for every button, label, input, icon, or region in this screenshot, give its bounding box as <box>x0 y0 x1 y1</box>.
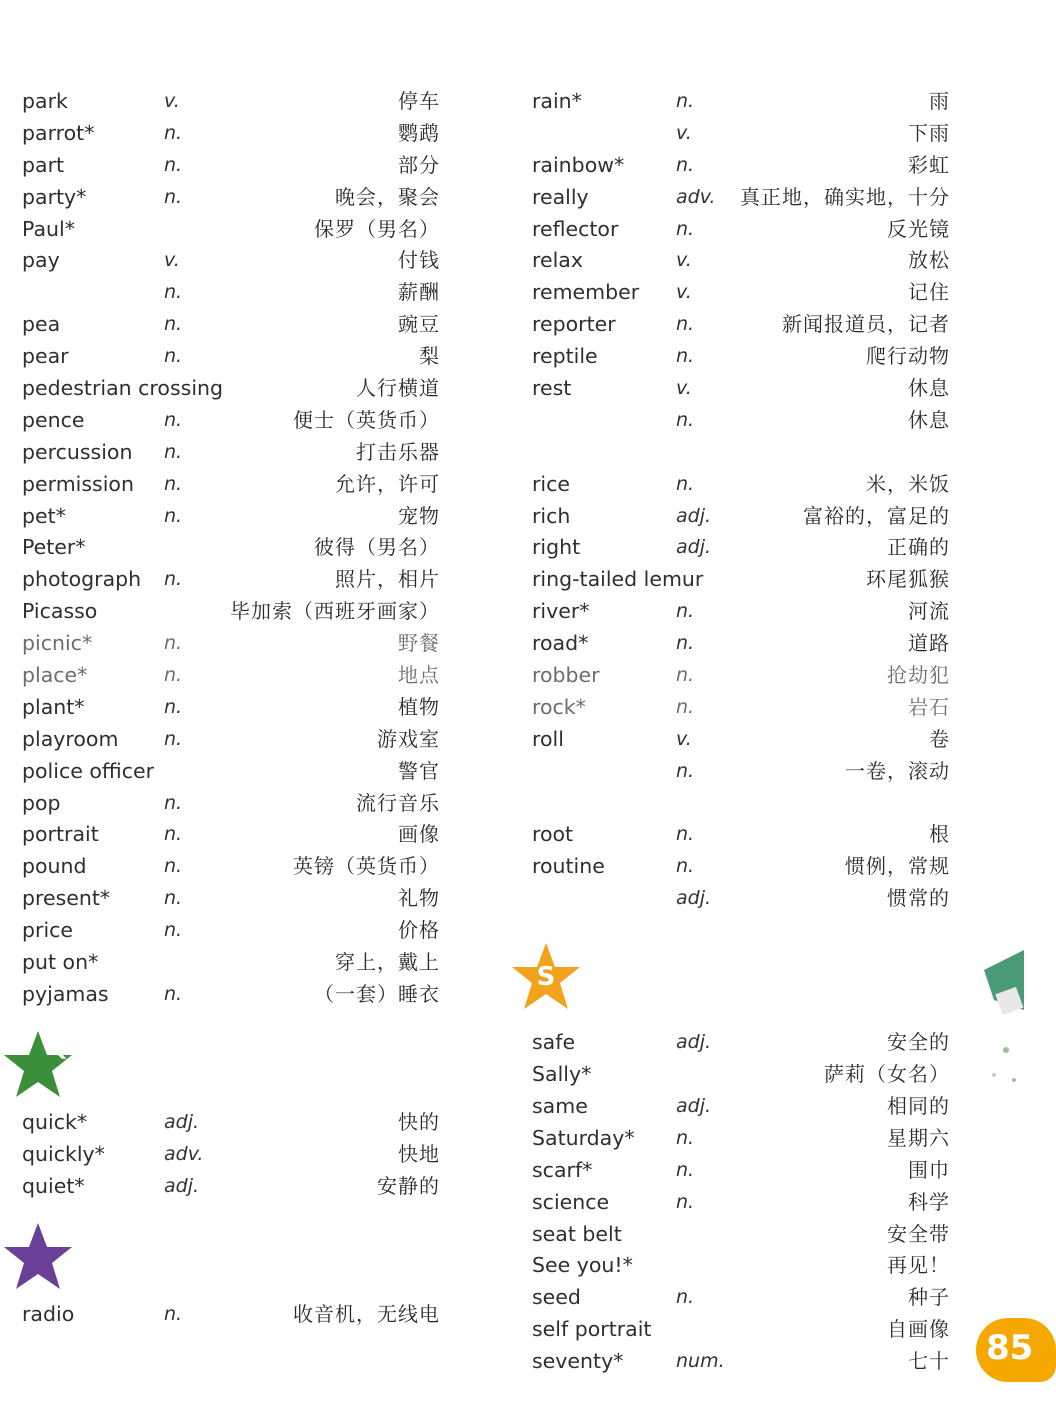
entry-word: Saturday* <box>532 1125 635 1150</box>
entry-translation: 打击乐器 <box>356 439 440 464</box>
entry-row <box>22 1139 440 1171</box>
entry-part-of-speech: n. <box>676 472 695 495</box>
entry-translation: 游戏室 <box>377 726 440 751</box>
entry-word: quiet* <box>22 1173 85 1198</box>
entry-part-of-speech: v. <box>676 377 692 400</box>
entry-row <box>532 692 950 724</box>
entry-translation: 河流 <box>908 599 950 624</box>
entry-row <box>532 532 950 564</box>
entry-word: robber <box>532 663 600 688</box>
entry-part-of-speech: n. <box>676 664 695 687</box>
entry-word: put on* <box>22 950 99 975</box>
entry-row <box>532 1059 950 1091</box>
entry-translation: 惯例，常规 <box>845 854 950 879</box>
entry-row <box>22 245 440 277</box>
entry-translation: 梨 <box>419 344 440 369</box>
entry-translation: 植物 <box>398 694 440 719</box>
entry-word: quickly* <box>22 1141 105 1166</box>
entry-part-of-speech: n. <box>164 887 183 910</box>
entry-translation: 保罗（男名） <box>314 216 440 241</box>
entry-row <box>22 1107 440 1139</box>
entry-row <box>22 182 440 214</box>
entry-part-of-speech: n. <box>164 823 183 846</box>
entry-part-of-speech: num. <box>676 1350 725 1373</box>
entry-translation: 快的 <box>398 1109 440 1134</box>
entry-row <box>532 501 950 533</box>
entry-word: pear <box>22 344 69 369</box>
entry-translation: 休息 <box>908 376 950 401</box>
entry-word: parrot* <box>22 120 95 145</box>
entry-translation: 卷 <box>929 726 950 751</box>
entry-translation: 放松 <box>908 248 950 273</box>
entry-row <box>22 437 440 469</box>
entry-translation: （一套）睡衣 <box>314 981 440 1006</box>
entry-part-of-speech: n. <box>164 1302 183 1325</box>
entry-translation: 英镑（英货币） <box>293 854 440 879</box>
entry-translation: 爬行动物 <box>866 344 950 369</box>
entry-translation: 彼得（男名） <box>314 535 440 560</box>
entry-translation: 穿上，戴上 <box>335 950 440 975</box>
entry-row <box>22 724 440 756</box>
entry-translation: 相同的 <box>887 1093 950 1118</box>
entry-row <box>532 851 950 883</box>
entry-part-of-speech: adj. <box>676 504 712 527</box>
entry-word: rainbow* <box>532 152 625 177</box>
entry-word: rich <box>532 503 571 528</box>
entry-translation: 米，米饭 <box>866 471 950 496</box>
entry-translation: 画像 <box>398 822 440 847</box>
entry-row <box>532 182 950 214</box>
entry-part-of-speech: n. <box>676 345 695 368</box>
entry-part-of-speech: n. <box>164 632 183 655</box>
entry-part-of-speech: n. <box>676 632 695 655</box>
entry-row <box>532 724 950 756</box>
entry-word: playroom <box>22 726 119 751</box>
entry-word: ring-tailed lemur <box>532 567 704 592</box>
entry-translation: 下雨 <box>908 120 950 145</box>
entry-word: relax <box>532 248 583 273</box>
entry-row <box>22 405 440 437</box>
entry-word: pyjamas <box>22 981 109 1006</box>
entry-row <box>22 819 440 851</box>
entry-row <box>22 628 440 660</box>
entry-word: science <box>532 1189 610 1214</box>
entry-row <box>532 341 950 373</box>
entry-word: right <box>532 535 581 560</box>
entry-word: See you!* <box>532 1253 633 1278</box>
entry-translation: 新闻报道员，记者 <box>782 312 950 337</box>
entry-row <box>532 756 950 788</box>
entry-word: pea <box>22 312 61 337</box>
entry-part-of-speech: n. <box>164 982 183 1005</box>
entry-row <box>532 277 950 309</box>
entry-word: party* <box>22 184 87 209</box>
q-entries <box>22 1107 440 1203</box>
entry-translation: 真正地，确实地，十分 <box>740 184 950 209</box>
entry-translation: 雨 <box>929 89 950 113</box>
entry-translation: 毕加索（西班牙画家） <box>230 599 440 624</box>
entry-row <box>22 564 440 596</box>
entry-translation: 富裕的，富足的 <box>803 503 950 528</box>
entry-row <box>22 309 440 341</box>
entry-gap <box>532 788 950 820</box>
entry-word: river* <box>532 599 590 624</box>
entry-part-of-speech: n. <box>164 440 183 463</box>
entry-translation: 人行横道 <box>356 376 440 401</box>
entry-word: routine <box>532 854 605 879</box>
entry-part-of-speech: n. <box>164 313 183 336</box>
entry-row <box>532 469 950 501</box>
entry-translation: 停车 <box>398 89 440 113</box>
entry-row <box>22 150 440 182</box>
p-entries <box>22 86 440 1011</box>
entry-word: park <box>22 89 68 113</box>
entry-part-of-speech: n. <box>676 855 695 878</box>
entry-translation: 便士（英货币） <box>293 407 440 432</box>
entry-word: rock* <box>532 694 586 719</box>
entry-word: present* <box>22 886 111 911</box>
entry-part-of-speech: adj. <box>164 1110 200 1133</box>
entry-word: quick* <box>22 1109 88 1134</box>
entry-word: seat belt <box>532 1221 622 1246</box>
entry-word: photograph <box>22 567 142 592</box>
entry-word: self portrait <box>532 1317 652 1342</box>
entry-translation: 晚会，聚会 <box>335 184 440 209</box>
entry-word: plant* <box>22 694 85 719</box>
entry-part-of-speech: n. <box>164 281 183 304</box>
entry-row <box>532 1027 950 1059</box>
entry-row <box>532 118 950 150</box>
entry-row <box>22 532 440 564</box>
entry-translation: 岩石 <box>908 694 950 719</box>
entry-translation: 七十 <box>908 1349 950 1374</box>
entry-word: rest <box>532 376 572 401</box>
entry-part-of-speech: n. <box>676 823 695 846</box>
entry-part-of-speech: n. <box>164 727 183 750</box>
entry-word: Picasso <box>22 599 98 624</box>
entry-word: part <box>22 152 65 177</box>
entry-row <box>22 851 440 883</box>
entry-part-of-speech: n. <box>164 919 183 942</box>
entry-translation: 豌豆 <box>398 312 440 337</box>
entry-row <box>22 277 440 309</box>
entry-part-of-speech: n. <box>164 408 183 431</box>
section-r-header <box>22 1203 440 1299</box>
entry-translation: 野餐 <box>398 631 440 656</box>
entry-row <box>532 214 950 246</box>
entry-row <box>532 373 950 405</box>
right-column <box>532 86 950 1378</box>
entry-part-of-speech: n. <box>676 600 695 623</box>
entry-part-of-speech: n. <box>164 791 183 814</box>
entry-translation: 记住 <box>908 280 950 305</box>
entry-row <box>532 245 950 277</box>
entry-part-of-speech: n. <box>164 664 183 687</box>
entry-translation: 警官 <box>398 758 440 783</box>
entry-row <box>532 1219 950 1251</box>
entry-part-of-speech: n. <box>164 153 183 176</box>
entry-translation: 付钱 <box>398 248 440 273</box>
entry-row <box>532 883 950 915</box>
entry-row <box>22 469 440 501</box>
entry-translation: 围巾 <box>908 1157 950 1182</box>
entry-row <box>22 596 440 628</box>
entry-word: place* <box>22 663 88 688</box>
q-letter: Q <box>46 1031 70 1062</box>
entry-word: percussion <box>22 439 133 464</box>
entry-word: police officer <box>22 758 155 783</box>
r-entries-left <box>22 1299 440 1331</box>
entry-row <box>532 1187 950 1219</box>
entry-part-of-speech: n. <box>676 408 695 431</box>
entry-word: Peter* <box>22 535 86 560</box>
entry-row <box>22 1171 440 1203</box>
entry-row <box>532 86 950 118</box>
entry-translation: 流行音乐 <box>356 790 440 815</box>
entry-word: portrait <box>22 822 99 847</box>
r-letter: R <box>47 1223 69 1254</box>
entry-word: roll <box>532 726 564 751</box>
entry-word: really <box>532 184 589 209</box>
entry-part-of-speech: n. <box>164 185 183 208</box>
entry-word: reporter <box>532 312 616 337</box>
entry-row <box>532 1250 950 1282</box>
entry-row <box>532 1282 950 1314</box>
entry-row <box>532 628 950 660</box>
entry-row <box>22 118 440 150</box>
entry-row <box>532 405 950 437</box>
entry-translation: 反光镜 <box>887 216 950 241</box>
left-column <box>22 86 440 1330</box>
entry-word: scarf* <box>532 1157 593 1182</box>
entry-row <box>22 947 440 979</box>
entry-word: reptile <box>532 344 598 369</box>
section-s-header <box>532 915 950 1027</box>
entry-translation: 星期六 <box>887 1125 950 1150</box>
entry-translation: 种子 <box>908 1285 950 1310</box>
entry-row <box>22 979 440 1011</box>
entry-translation: 价格 <box>398 918 440 943</box>
entry-row <box>532 150 950 182</box>
entry-part-of-speech: n. <box>164 855 183 878</box>
section-q-header <box>22 1011 440 1107</box>
entry-translation: 再见！ <box>887 1253 950 1278</box>
entry-part-of-speech: n. <box>676 1158 695 1181</box>
entry-word: Paul* <box>22 216 75 241</box>
entry-word: permission <box>22 471 134 496</box>
entry-row <box>532 1155 950 1187</box>
entry-translation: 允许，许可 <box>335 471 440 496</box>
s-entries <box>532 1027 950 1378</box>
entry-word: remember <box>532 280 640 305</box>
entry-translation: 部分 <box>398 152 440 177</box>
entry-row <box>22 660 440 692</box>
entry-translation: 根 <box>929 822 950 847</box>
entry-row <box>22 915 440 947</box>
entry-word: pedestrian crossing <box>22 376 224 401</box>
entry-translation: 安全带 <box>887 1221 950 1246</box>
entry-translation: 礼物 <box>398 886 440 911</box>
entry-translation: 一卷，滚动 <box>845 758 950 783</box>
entry-part-of-speech: v. <box>676 281 692 304</box>
entry-gap <box>532 437 950 469</box>
entry-part-of-speech: adj. <box>164 1174 200 1197</box>
entry-row <box>532 564 950 596</box>
page-number-badge <box>976 1318 1056 1382</box>
entry-row <box>532 1123 950 1155</box>
entry-translation: 自画像 <box>887 1317 950 1342</box>
entry-translation: 快地 <box>398 1141 440 1166</box>
entry-row <box>22 373 440 405</box>
entry-row <box>22 501 440 533</box>
entry-row <box>532 1314 950 1346</box>
r-entries <box>532 86 950 915</box>
entry-row <box>22 214 440 246</box>
entry-translation: 地点 <box>398 663 440 688</box>
entry-row <box>22 883 440 915</box>
entry-part-of-speech: v. <box>676 249 692 272</box>
entry-word: rice <box>532 471 571 496</box>
entry-part-of-speech: n. <box>164 472 183 495</box>
entry-part-of-speech: n. <box>676 90 695 112</box>
entry-row <box>22 86 440 118</box>
entry-part-of-speech: n. <box>676 695 695 718</box>
s-letter: S <box>536 962 556 993</box>
entry-translation: 休息 <box>908 407 950 432</box>
decorative-rocket-icon <box>964 950 1024 1150</box>
entry-part-of-speech: n. <box>164 568 183 591</box>
entry-translation: 环尾狐猴 <box>866 567 950 592</box>
entry-part-of-speech: adv. <box>676 185 716 208</box>
entry-word: road* <box>532 631 589 656</box>
entry-part-of-speech: adj. <box>676 536 712 559</box>
entry-word: pop <box>22 790 61 815</box>
entry-word: radio <box>22 1301 75 1326</box>
entry-word: price <box>22 918 74 943</box>
entry-part-of-speech: n. <box>164 504 183 527</box>
entry-translation: 抢劫犯 <box>887 663 950 688</box>
entry-row <box>532 819 950 851</box>
entry-part-of-speech: adj. <box>676 1031 712 1054</box>
entry-word: reflector <box>532 216 619 241</box>
entry-part-of-speech: v. <box>164 90 180 112</box>
entry-part-of-speech: n. <box>676 217 695 240</box>
entry-translation: 科学 <box>908 1189 950 1214</box>
entry-part-of-speech: adv. <box>164 1142 204 1165</box>
entry-word: pound <box>22 854 87 879</box>
entry-word: rain* <box>532 89 582 113</box>
entry-part-of-speech: n. <box>676 1126 695 1149</box>
entry-row <box>22 692 440 724</box>
entry-word: root <box>532 822 574 847</box>
entry-part-of-speech: n. <box>676 759 695 782</box>
entry-row <box>22 341 440 373</box>
entry-translation: 收音机，无线电 <box>293 1301 440 1326</box>
entry-row <box>532 309 950 341</box>
entry-row <box>532 1346 950 1378</box>
entry-word: Sally* <box>532 1062 592 1087</box>
entry-part-of-speech: v. <box>676 121 692 144</box>
entry-part-of-speech: v. <box>164 249 180 272</box>
entry-word: picnic* <box>22 631 93 656</box>
entry-row <box>532 1091 950 1123</box>
entry-translation: 彩虹 <box>908 152 950 177</box>
entry-row <box>22 1299 440 1331</box>
entry-word: seed <box>532 1285 581 1310</box>
page-number: 85 <box>986 1328 1034 1368</box>
entry-word: pet* <box>22 503 66 528</box>
entry-translation: 安静的 <box>377 1173 440 1198</box>
entry-word: safe <box>532 1030 576 1055</box>
entry-translation: 薪酬 <box>398 280 440 305</box>
entry-row <box>22 788 440 820</box>
entry-part-of-speech: adj. <box>676 887 712 910</box>
entry-translation: 宠物 <box>398 503 440 528</box>
entry-translation: 鹦鹉 <box>398 120 440 145</box>
entry-part-of-speech: adj. <box>676 1094 712 1117</box>
entry-word: pence <box>22 407 85 432</box>
entry-word: same <box>532 1093 588 1118</box>
entry-part-of-speech: n. <box>676 313 695 336</box>
entry-row <box>532 596 950 628</box>
entry-row <box>532 660 950 692</box>
entry-translation: 萨莉（女名） <box>824 1062 950 1087</box>
entry-translation: 道路 <box>908 631 950 656</box>
entry-part-of-speech: n. <box>676 1190 695 1213</box>
entry-translation: 正确的 <box>887 535 950 560</box>
entry-part-of-speech: n. <box>164 345 183 368</box>
entry-word: pay <box>22 248 60 273</box>
entry-word: seventy* <box>532 1349 624 1374</box>
entry-part-of-speech: n. <box>676 153 695 176</box>
entry-translation: 照片，相片 <box>335 567 440 592</box>
entry-part-of-speech: n. <box>164 695 183 718</box>
entry-translation: 安全的 <box>887 1030 950 1055</box>
entry-part-of-speech: v. <box>676 727 692 750</box>
entry-row <box>22 756 440 788</box>
entry-translation: 惯常的 <box>887 886 950 911</box>
entry-part-of-speech: n. <box>676 1286 695 1309</box>
entry-part-of-speech: n. <box>164 121 183 144</box>
